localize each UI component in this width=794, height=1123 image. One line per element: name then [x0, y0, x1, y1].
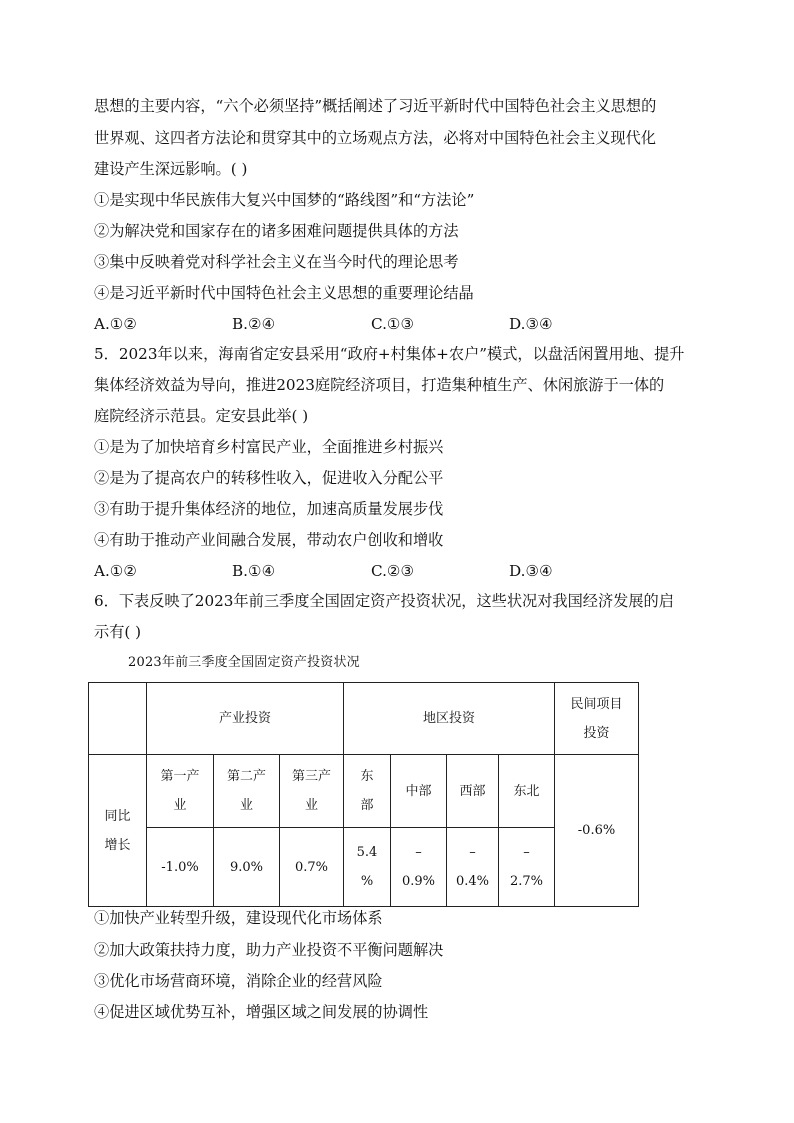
- header-private-investment: [555, 683, 639, 755]
- q4-statement-4: ④是习近平新时代中国特色社会主义思想的重要理论结晶: [94, 284, 474, 302]
- row-label-yoy-growth: [89, 755, 147, 907]
- q5-stem-line-2: 集体经济效益为导向，推进2023庭院经济项目，打造集种植生产、休闲旅游于一体的: [94, 376, 665, 394]
- q6-statement-1: ①加快产业转型升级，建设现代化市场体系: [94, 909, 383, 927]
- q5-statement-4: ④有助于推动产业间融合发展，带动农户创收和增收: [94, 531, 444, 549]
- header-industry-investment: 产业投资: [147, 683, 344, 755]
- value-east-line-2: %: [360, 874, 374, 889]
- value-northeast-line-1: –: [523, 845, 530, 860]
- q5-option-c: C.②③: [371, 562, 415, 580]
- header-east-line-2: 部: [360, 798, 374, 813]
- q4-option-b: B.②④: [232, 315, 276, 333]
- header-primary-line-1: 第一产: [160, 769, 200, 784]
- value-central-line-2: 0.9%: [401, 874, 436, 889]
- q5-statement-1: ①是为了加快培育乡村富民产业，全面推进乡村振兴: [94, 438, 444, 456]
- header-private-line-2: 投资: [583, 725, 610, 741]
- row-label-line-2: 增长: [104, 837, 131, 853]
- q6-statement-4: ④促进区域优势互补，增强区域之间发展的协调性: [94, 1003, 429, 1021]
- header-secondary-industry: [214, 755, 280, 828]
- q4-statement-2: ②为解决党和国家存在的诸多困难问题提供具体的方法: [94, 222, 459, 240]
- header-region-investment: 地区投资: [344, 683, 555, 755]
- q4-option-d: D.③④: [509, 315, 553, 333]
- value-central: [391, 828, 447, 907]
- investment-table: [88, 682, 639, 907]
- value-east: [344, 828, 391, 907]
- row-label-line-1: 同比: [104, 808, 131, 824]
- q5-option-b: B.①④: [232, 562, 276, 580]
- value-tertiary-industry: 0.7%: [280, 828, 344, 907]
- header-tertiary-industry: [280, 755, 344, 828]
- value-west: [447, 828, 499, 907]
- value-central-line-1: –: [415, 845, 422, 860]
- header-primary-industry: [147, 755, 214, 828]
- header-tertiary-line-1: 第三产: [291, 769, 331, 784]
- header-private-line-1: 民间项目: [570, 696, 623, 712]
- header-tertiary-line-2: 业: [304, 798, 318, 813]
- q4-option-c: C.①③: [371, 315, 415, 333]
- table-caption: 2023年前三季度全国固定资产投资状况: [128, 655, 360, 670]
- q5-statement-2: ②是为了提高农户的转移性收入，促进收入分配公平: [94, 469, 444, 487]
- value-private-investment: -0.6%: [555, 755, 639, 907]
- value-west-line-1: –: [469, 845, 476, 860]
- header-primary-line-2: 业: [173, 798, 187, 813]
- q4-stem-line-2: 世界观、这四者方法论和贯穿其中的立场观点方法，必将对中国特色社会主义现代化: [94, 129, 656, 147]
- q6-statement-3: ③优化市场营商环境，消除企业的经营风险: [94, 972, 383, 990]
- header-east-line-1: 东: [360, 769, 374, 784]
- header-secondary-line-1: 第二产: [226, 769, 266, 784]
- q6-statement-2: ②加大政策扶持力度，助力产业投资不平衡问题解决: [94, 941, 444, 959]
- q5-option-d: D.③④: [509, 562, 553, 580]
- q5-stem-line-1: 5．2023年以来，海南省定安县采用“政府+村集体+农户”模式，以盘活闲置用地、提升: [94, 345, 685, 363]
- header-west: 西部: [447, 755, 499, 828]
- header-secondary-line-2: 业: [239, 798, 253, 813]
- value-east-line-1: 5.4: [356, 845, 378, 860]
- value-primary-industry: -1.0%: [147, 828, 214, 907]
- q4-statement-3: ③集中反映着党对科学社会主义在当今时代的理论思考: [94, 253, 459, 271]
- value-west-line-2: 0.4%: [455, 874, 490, 889]
- header-central: 中部: [391, 755, 447, 828]
- q4-stem-line-1: 思想的主要内容，“六个必须坚持”概括阐述了习近平新时代中国特色社会主义思想的: [94, 97, 657, 115]
- q4-option-a: A.①②: [94, 315, 138, 333]
- value-secondary-industry: 9.0%: [214, 828, 280, 907]
- header-east: [344, 755, 391, 828]
- q6-stem-line-2: 示有( ): [94, 623, 142, 641]
- q4-statement-1: ①是实现中华民族伟大复兴中国梦的“路线图”和“方法论”: [94, 191, 475, 209]
- q6-stem-line-1: 6．下表反映了2023年前三季度全国固定资产投资状况，这些状况对我国经济发展的启: [94, 592, 674, 610]
- header-northeast: 东北: [499, 755, 555, 828]
- q5-stem-line-3: 庭院经济示范县。定安县此举( ): [94, 407, 309, 425]
- table-corner-cell: [89, 683, 147, 755]
- value-northeast-line-2: 2.7%: [509, 874, 544, 889]
- q4-stem-line-3: 建设产生深远影响。( ): [94, 160, 248, 178]
- value-northeast: [499, 828, 555, 907]
- q5-statement-3: ③有助于提升集体经济的地位，加速高质量发展步伐: [94, 500, 444, 518]
- q5-option-a: A.①②: [94, 562, 138, 580]
